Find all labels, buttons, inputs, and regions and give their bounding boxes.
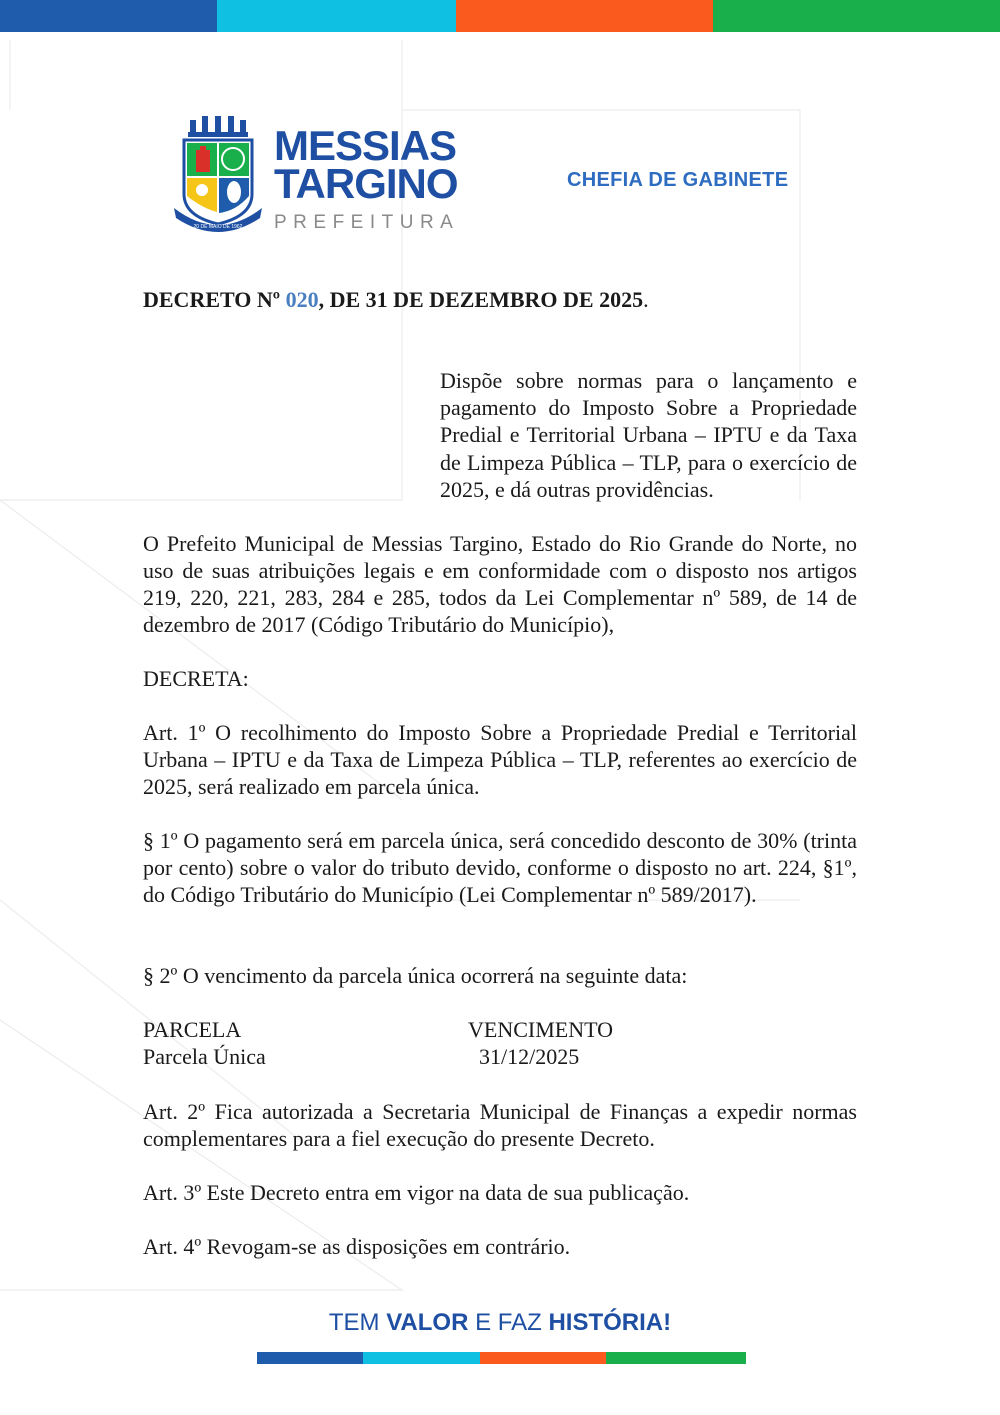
top-bar-cyan <box>217 0 456 32</box>
bottom-bar-blue <box>257 1352 363 1364</box>
installment-due-date: 31/12/2025 <box>479 1044 580 1069</box>
paragraph-2: § 2º O vencimento da parcela única ocorrerá na seguinte data: <box>143 963 688 988</box>
slogan-word-tem: TEM <box>328 1309 387 1336</box>
article-3: Art. 3º Este Decreto entra em vigor na data de sua publicação. <box>143 1180 690 1205</box>
title-date: , DE 31 DE DEZEMBRO DE 2025 <box>318 287 644 312</box>
title-dot: . <box>643 287 649 312</box>
bottom-color-bar <box>257 1352 746 1364</box>
article-4: Art. 4º Revogam-se as disposições em contrário. <box>143 1234 571 1259</box>
logo-text-prefeitura: PREFEITURA <box>274 212 460 233</box>
bottom-bar-green <box>606 1352 746 1364</box>
municipality-logo <box>172 116 472 238</box>
paragraph-1: § 1º O pagamento será em parcela única, será concedido desconto de 30% (trinta por cento) sobre o valor do tributo devido, conforme o disposto no art. 224, §1º, do Código Tributário do Município (Lei Complementar nº 589/2017). <box>143 828 857 907</box>
coat-of-arms-icon <box>172 116 264 238</box>
col-vencimento-header: VENCIMENTO <box>468 1017 614 1042</box>
department-name: CHEFIA DE GABINETE <box>567 169 789 191</box>
title-prefix: DECRETO Nº <box>143 287 286 312</box>
logo-text-targino: TARGINO <box>274 160 458 207</box>
col-parcela-header: PARCELA <box>143 1017 242 1042</box>
footer-slogan <box>0 1309 1000 1337</box>
bottom-bar-cyan <box>363 1352 480 1364</box>
article-1: Art. 1º O recolhimento do Imposto Sobre a Propriedade Predial e Territorial Urbana – IPTU e da Taxa de Limpeza Pública – TLP, referentes ao exercício de 2025, será realizado em parcela única. <box>143 720 857 799</box>
top-bar-blue <box>0 0 217 32</box>
top-color-bar <box>0 0 1000 32</box>
decree-ementa: Dispõe sobre normas para o lançamento e pagamento do Imposto Sobre a Propriedade Predial e Territorial Urbana – IPTU e da Taxa de Limpeza Pública – TLP, para o exercício de 2025, e dá outras providências. <box>440 368 857 502</box>
bottom-bar-orange <box>480 1352 606 1364</box>
decree-title <box>143 286 857 313</box>
decreta-heading: DECRETA: <box>143 666 249 691</box>
slogan-word-valor: VALOR <box>386 1309 469 1336</box>
logo-text-messias: MESSIAS <box>274 122 457 169</box>
decree-number: 020 <box>285 287 319 312</box>
top-bar-orange <box>456 0 713 32</box>
article-2: Art. 2º Fica autorizada a Secretaria Municipal de Finanças a expedir normas complementares para a fiel execução do presente Decreto. <box>143 1099 857 1151</box>
decree-preamble: O Prefeito Municipal de Messias Targino, Estado do Rio Grande do Norte, no uso de suas atribuições legais e em conformidade com o disposto nos artigos 219, 220, 221, 283, 284 e 285, todos da Lei Complementar nº 589, de 14 de dezembro de 2017 (Código Tributário do Município), <box>143 531 857 637</box>
top-bar-green <box>713 0 1000 32</box>
slogan-word-e-faz: E FAZ <box>468 1309 549 1336</box>
installment-name: Parcela Única <box>143 1044 266 1069</box>
seal-motto: 20 DE MAIO DE 1962 <box>193 224 243 230</box>
slogan-word-historia: HISTÓRIA! <box>548 1309 672 1336</box>
